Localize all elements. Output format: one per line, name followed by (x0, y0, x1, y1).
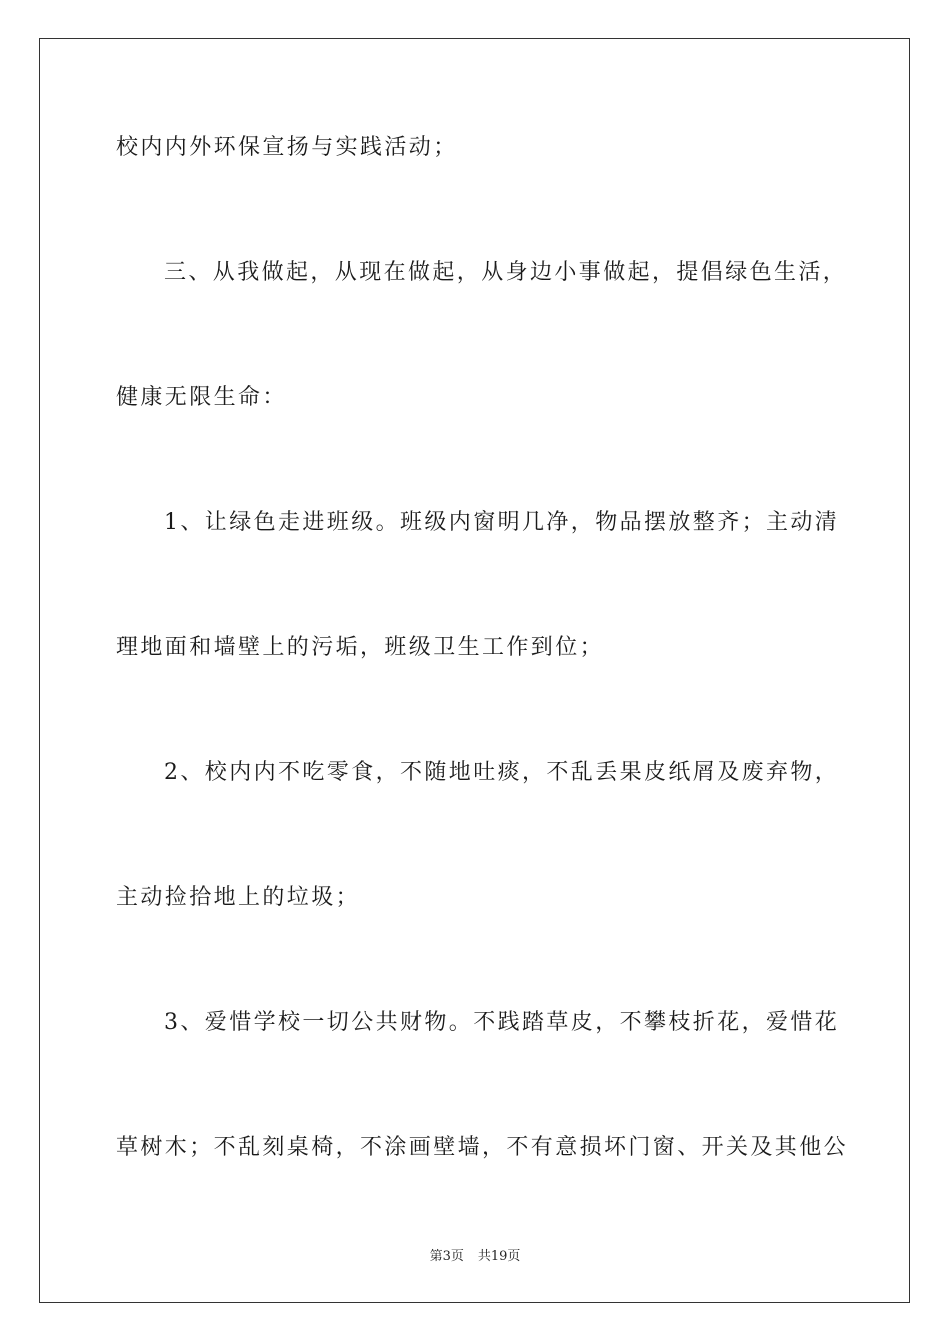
page-total: 共19页 (477, 1249, 521, 1264)
paragraph-line-9: 草树木；不乱刻桌椅，不涂画壁墙，不有意损坏门窗、开关及其他公 (116, 1135, 849, 1160)
page-footer (0, 1248, 950, 1266)
paragraph-line-3: 健康无限生命： (116, 385, 287, 410)
paragraph-line-1: 校内内外环保宣扬与实践活动； (116, 135, 458, 160)
page-border (39, 38, 910, 1303)
paragraph-line-5: 理地面和墙壁上的污垢，班级卫生工作到位； (116, 635, 605, 660)
page-number: 第3页 (429, 1249, 464, 1264)
paragraph-line-8: 3、爱惜学校一切公共财物。不践踏草皮，不攀枝折花，爱惜花 (164, 1010, 840, 1035)
paragraph-line-2: 三、从我做起，从现在做起，从身边小事做起，提倡绿色生活， (164, 260, 848, 285)
paragraph-line-7: 主动捡拾地上的垃圾； (116, 885, 361, 910)
paragraph-line-4: 1、让绿色走进班级。班级内窗明几净，物品摆放整齐；主动清 (164, 510, 840, 535)
paragraph-line-6: 2、校内内不吃零食，不随地吐痰，不乱丢果皮纸屑及废弃物， (164, 760, 840, 785)
